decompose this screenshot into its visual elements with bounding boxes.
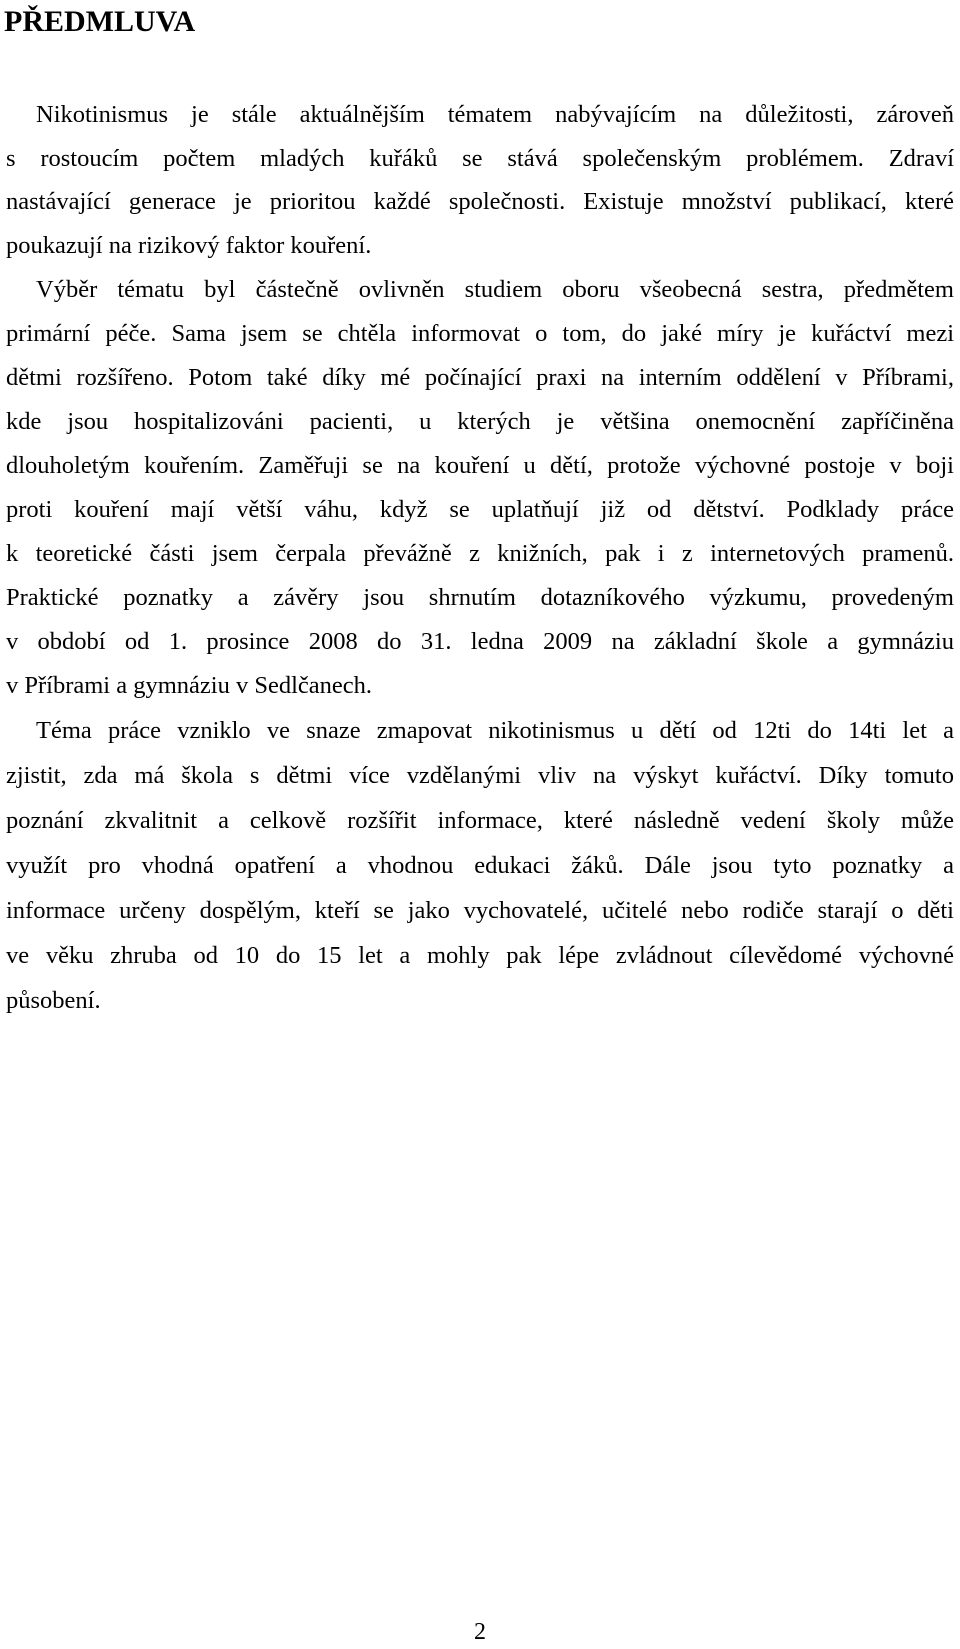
page-number: 2 (474, 1619, 486, 1645)
page-heading: PŘEDMLUVA (4, 5, 196, 38)
text-line: informace určeny dospělým, kteří se jako vychovatelé, učitelé nebo rodiče starají o děti (6, 897, 954, 924)
text-line: v Příbrami a gymnáziu v Sedlčanech. (6, 672, 373, 699)
text-line: s rostoucím počtem mladých kuřáků se stává společenským problémem. Zdraví (6, 145, 954, 172)
text-line: primární péče. Sama jsem se chtěla informovat o tom, do jaké míry je kuřáctví mezi (6, 320, 954, 347)
text-line: proti kouření mají větší váhu, když se uplatňují již od dětství. Podklady práce (6, 496, 954, 523)
text-line: nastávající generace je prioritou každé společnosti. Existuje množství publikací, které (6, 188, 954, 215)
text-line: Nikotinismus je stále aktuálnějším tématem nabývajícím na důležitosti, zároveň (36, 101, 954, 128)
text-line: Téma práce vzniklo ve snaze zmapovat nikotinismus u dětí od 12ti do 14ti let a (36, 717, 954, 744)
text-line: Výběr tématu byl částečně ovlivněn studiem oboru všeobecná sestra, předmětem (36, 276, 954, 303)
text-line: kde jsou hospitalizováni pacienti, u kterých je většina onemocnění zapříčiněna (6, 408, 954, 435)
text-line: poukazují na rizikový faktor kouření. (6, 232, 372, 259)
text-line: působení. (6, 987, 101, 1014)
text-line: poznání zkvalitnit a celkově rozšířit informace, které následně vedení školy může (6, 807, 954, 834)
text-line: využít pro vhodná opatření a vhodnou edukaci žáků. Dále jsou tyto poznatky a (6, 852, 954, 879)
text-line: ve věku zhruba od 10 do 15 let a mohly pak lépe zvládnout cílevědomé výchovné (6, 942, 954, 969)
text-line: dlouholetým kouřením. Zaměřuji se na kouření u dětí, protože výchovné postoje v boji (6, 452, 954, 479)
text-line: k teoretické části jsem čerpala převážně z knižních, pak i z internetových pramenů. (6, 540, 954, 567)
text-line: Praktické poznatky a závěry jsou shrnutím dotazníkového výzkumu, provedeným (6, 584, 954, 611)
text-line: zjistit, zda má škola s dětmi více vzdělanými vliv na výskyt kuřáctví. Díky tomuto (6, 762, 954, 789)
text-line: v období od 1. prosince 2008 do 31. ledna 2009 na základní škole a gymnáziu (6, 628, 954, 655)
text-line: dětmi rozšířeno. Potom také díky mé počínající praxi na interním oddělení v Příbrami, (6, 364, 954, 391)
